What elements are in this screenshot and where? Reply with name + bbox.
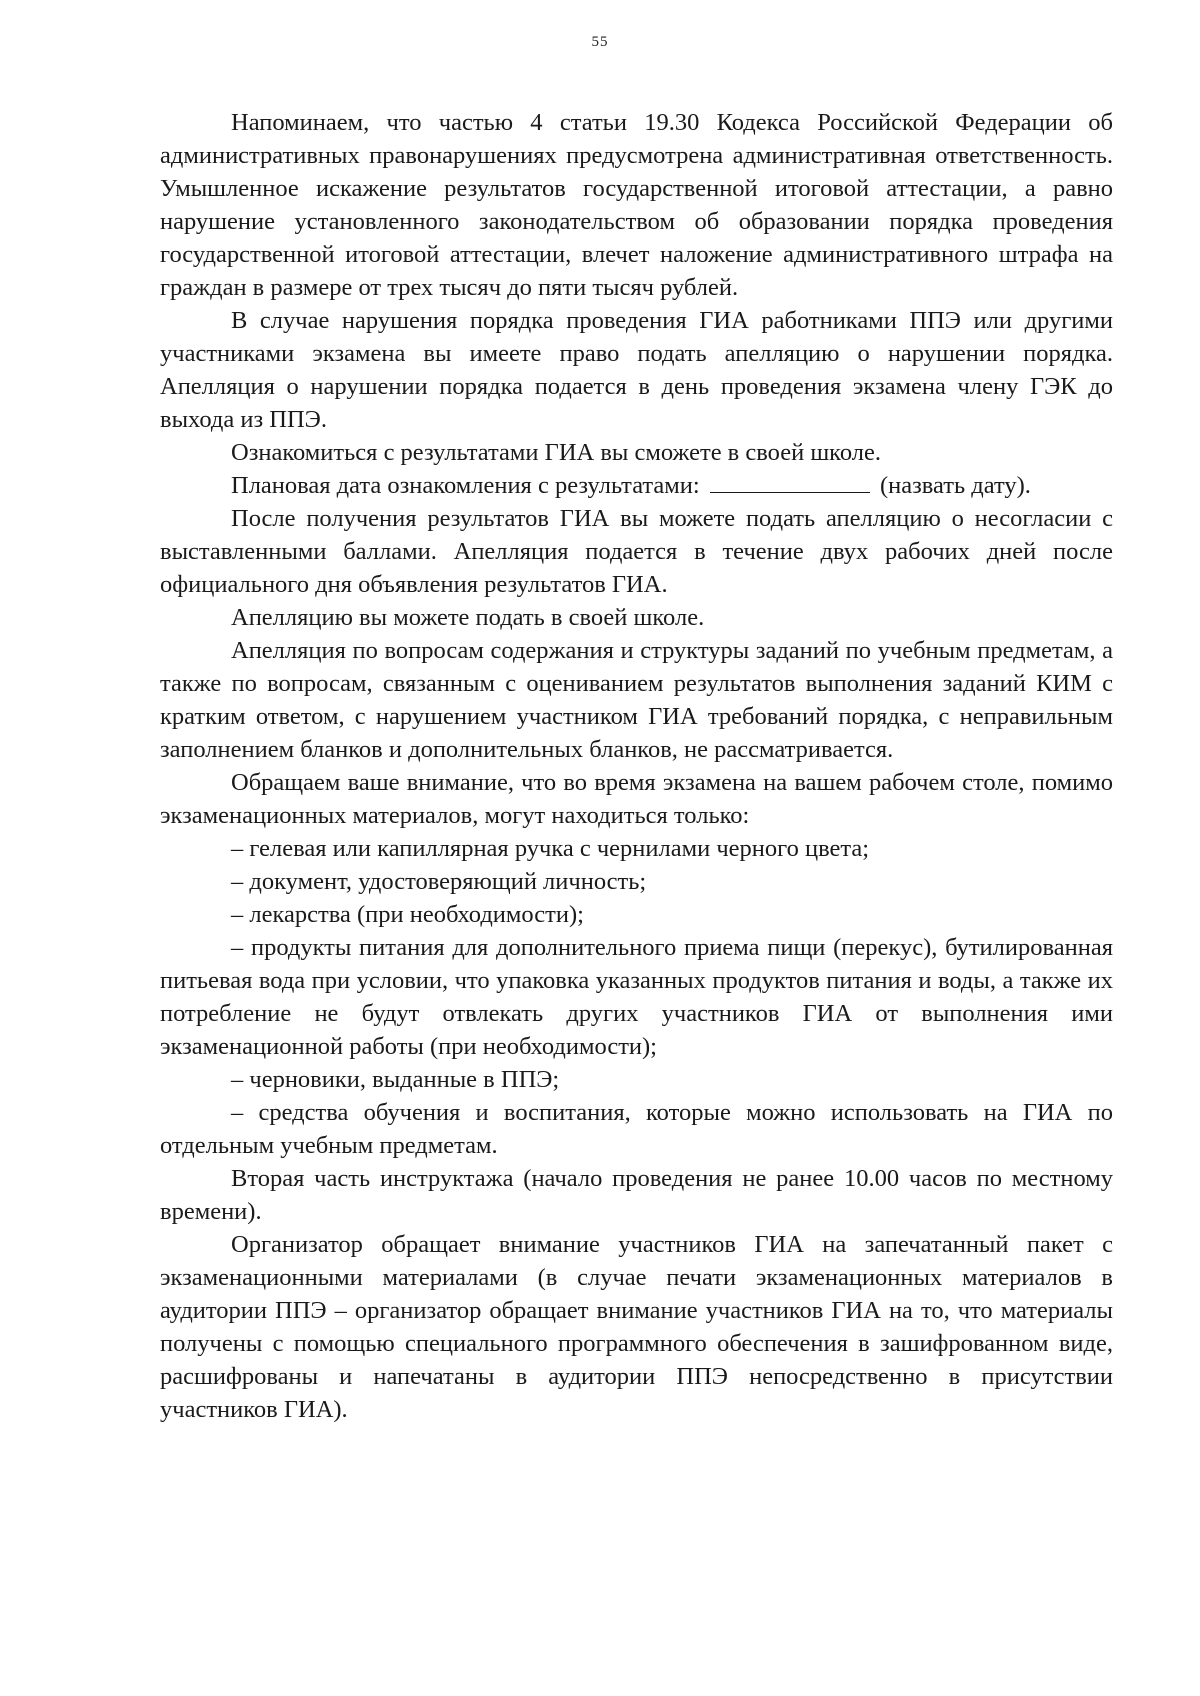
paragraph-results-at-school: Ознакомиться с результатами ГИА вы сможете в своей школе. <box>231 439 881 466</box>
date-blank-line <box>710 470 870 493</box>
paragraph-score-appeal: После получения результатов ГИА вы можете подать апелляцию о несогласии с выставленными баллами. Апелляция подается в течение двух рабочих дней после официального дня объявления результатов ГИА. <box>160 505 1113 598</box>
paragraph-appeal-not-considered: Апелляция по вопросам содержания и структуры заданий по учебным предметам, а также по вопросам, связанным с оцениванием результатов выполнения заданий КИМ с кратким ответом, с нарушением участником ГИА требований порядка, с неправильным заполнением бланков и дополнительных бланков, не рассматривается. <box>160 637 1113 763</box>
paragraph-planned-date <box>160 469 1113 502</box>
paragraph-violation-appeal: В случае нарушения порядка проведения ГИА работниками ППЭ или другими участниками экзамена вы имеете право подать апелляцию о нарушении порядка. Апелляция о нарушении порядка подается в день проведения экзамена члену ГЭК до выхода из ППЭ. <box>160 307 1113 433</box>
document-body <box>160 106 1113 1426</box>
paragraph-admin-liability: Напоминаем, что частью 4 статьи 19.30 Кодекса Российской Федерации об административных правонарушениях предусмотрена административная ответственность. Умышленное искажение результатов государственной итоговой аттестации, а равно нарушение установленного законодательством об образовании порядка проведения государственной итоговой аттестации, влечет наложение административного штрафа на граждан в размере от трех тысяч до пяти тысяч рублей. <box>160 109 1113 301</box>
page-number: 55 <box>591 34 609 50</box>
planned-date-note: (назвать дату). <box>879 472 1031 499</box>
list-item-food-water: – продукты питания для дополнительного приема пищи (перекус), бутилированная питьевая вода при условии, что упаковка указанных продуктов питания и воды, а также их потребление не будут отвлекать других участников ГИА от выполнения ими экзаменационной работы (при необходимости); <box>160 934 1113 1060</box>
paragraph-allowed-items-intro: Обращаем ваше внимание, что во время экзамена на вашем рабочем столе, помимо экзаменационных материалов, могут находиться только: <box>160 769 1113 829</box>
paragraph-appeal-at-school: Апелляцию вы можете подать в своей школе. <box>231 604 705 631</box>
list-item-drafts: – черновики, выданные в ППЭ; <box>231 1066 560 1093</box>
planned-date-text: Плановая дата ознакомления с результатами: <box>231 472 700 499</box>
list-item-medicine: – лекарства (при необходимости); <box>231 901 584 928</box>
list-item-pen: – гелевая или капиллярная ручка с чернилами черного цвета; <box>231 835 870 862</box>
paragraph-sealed-package: Организатор обращает внимание участников ГИА на запечатанный пакет с экзаменационными материалами (в случае печати экзаменационных материалов в аудитории ППЭ – организатор обращает внимание участников ГИА на то, что материалы получены с помощью специального программного обеспечения в зашифрованном виде, расшифрованы и напечатаны в аудитории ППЭ непосредственно в присутствии участников ГИА). <box>160 1231 1113 1423</box>
list-item-id-document: – документ, удостоверяющий личность; <box>231 868 647 895</box>
paragraph-second-briefing: Вторая часть инструктажа (начало проведения не ранее 10.00 часов по местному времени). <box>160 1165 1113 1225</box>
list-item-study-aids: – средства обучения и воспитания, которые можно использовать на ГИА по отдельным учебным предметам. <box>160 1099 1113 1159</box>
